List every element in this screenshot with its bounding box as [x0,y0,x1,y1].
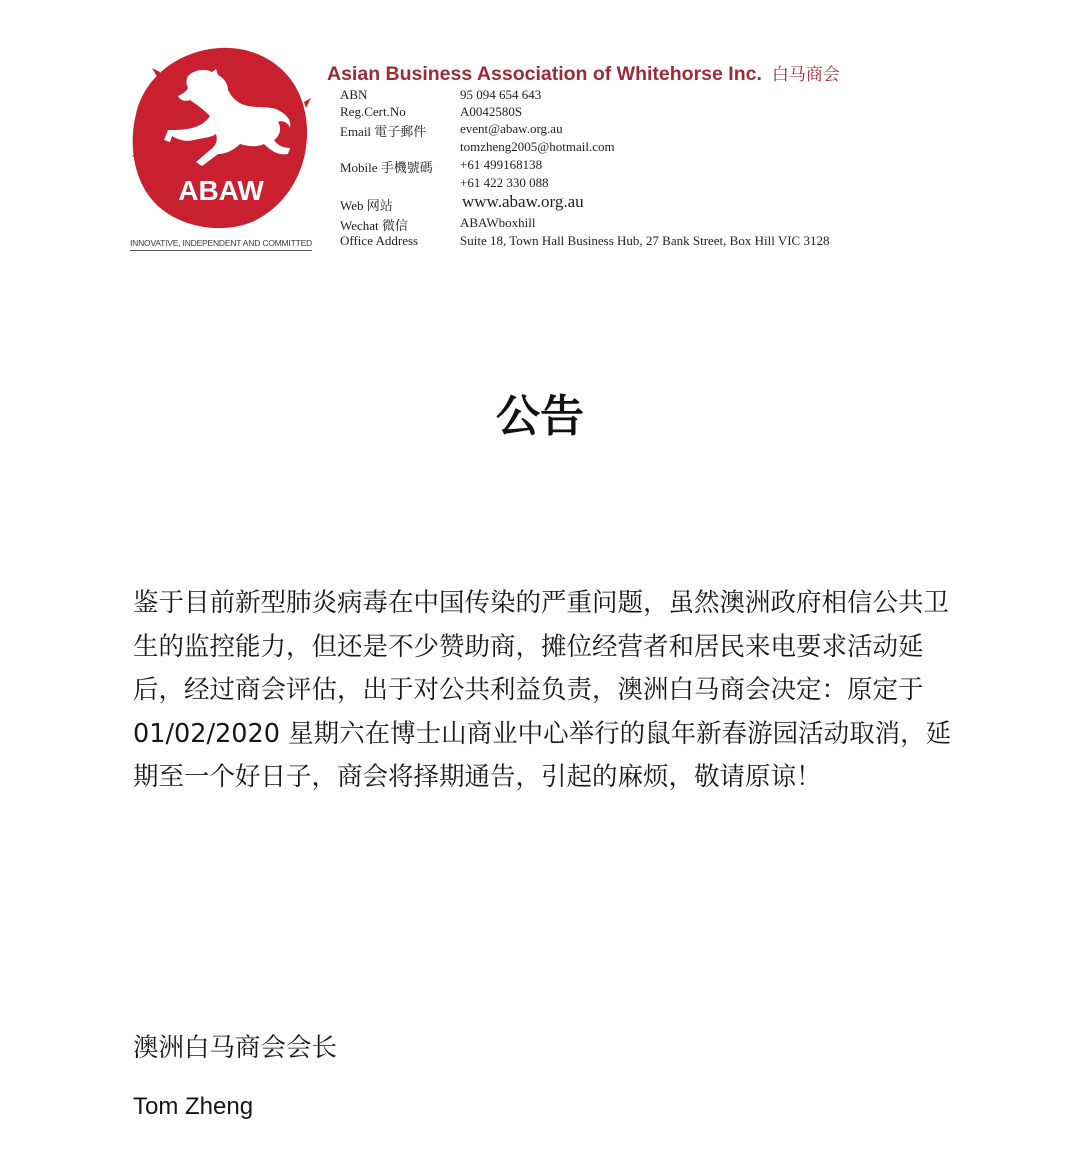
email-link-1[interactable]: event@abaw.org.au [460,121,563,136]
org-name-en: Asian Business Association of Whitehorse Inc. [327,63,762,85]
notice-body: 鉴于目前新型肺炎病毒在中国传染的严重问题，虽然澳洲政府相信公共卫生的监控能力，但还是不少赞助商，摊位经营者和居民来电要求活动延后，经过商会评估，出于对公共利益负责，澳洲白马商会决定：原定于 01/02/2020 星期六在博士山商业中心举行的鼠年新春游园活动取消，延期至一个好日子，商会将择期通告，引起的麻烦，敬请原谅！ [133,588,952,792]
signature-role: 澳洲白马商会会长 [133,1033,338,1063]
mobile-value-2: +61 422 330 088 [460,175,549,190]
logo-text: ABAW [178,175,264,206]
logo-motto: INNOVATIVE, INDEPENDENT AND COMMITTED [130,238,312,251]
mobile-label: Mobile 手機號碼 [340,160,433,175]
reg-value: A0042580S [460,104,523,119]
wechat-value: ABAWboxhill [460,215,536,230]
abn-label: ABN [340,87,368,102]
logo [130,42,312,251]
address-value: Suite 18, Town Hall Business Hub, 27 Bank Street, Box Hill VIC 3128 [460,233,830,248]
notice-title: 公告 [496,391,584,442]
email-label: Email 電子郵件 [340,124,427,139]
mobile-value-1: +61 499168138 [460,157,543,172]
horse-icon [130,42,312,232]
signature-name: Tom Zheng [133,1093,254,1120]
org-name [327,60,840,86]
wechat-label: Wechat 微信 [340,218,408,233]
web-label: Web 网站 [340,198,393,213]
web-link[interactable]: www.abaw.org.au [462,192,584,211]
email-link-2[interactable]: tomzheng2005@hotmail.com [460,139,615,154]
address-label: Office Address [340,233,419,248]
org-name-cn: 白马商会 [771,65,840,84]
abn-value: 95 094 654 643 [460,87,542,102]
reg-label: Reg.Cert.No [340,104,406,119]
